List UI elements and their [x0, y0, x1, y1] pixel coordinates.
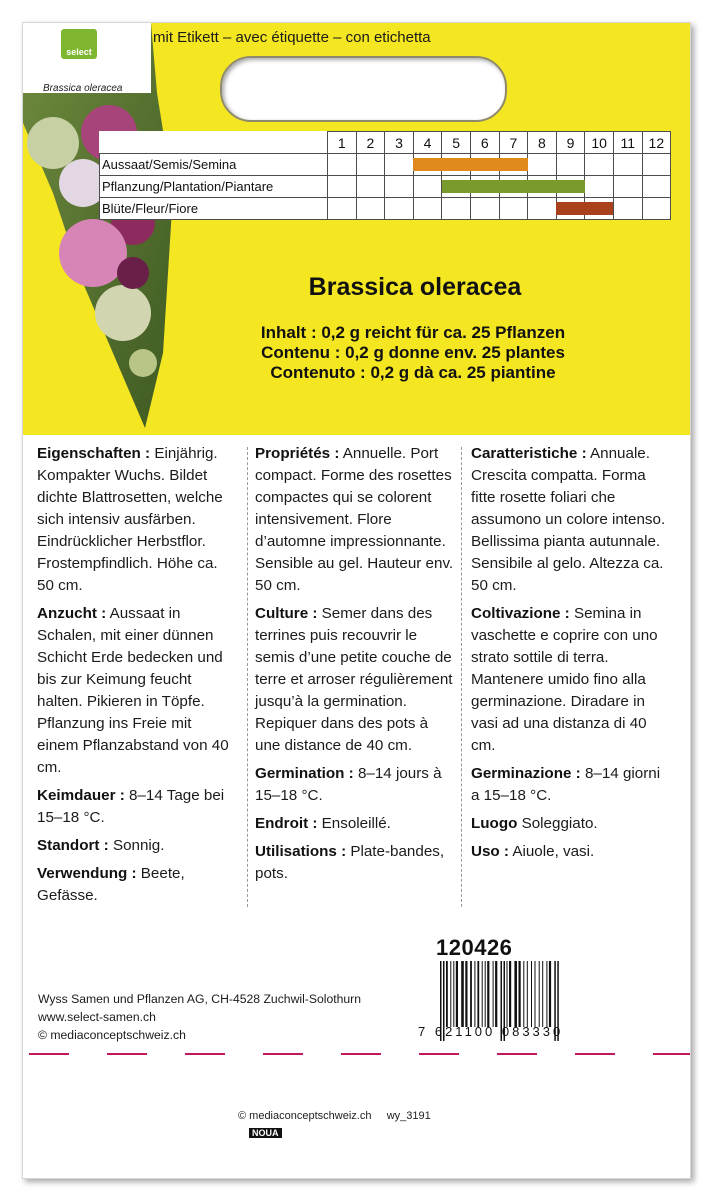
calendar-bar — [556, 202, 613, 215]
de-germination: Keimdauer : 8–14 Tage bei 15–18 °C. — [37, 787, 225, 826]
column-french — [255, 443, 455, 891]
de-use: Verwendung : Beete, Gefässe. — [37, 865, 185, 904]
address-copyright: © mediaconceptschweiz.ch — [38, 1028, 186, 1042]
barcode-bar — [465, 961, 467, 1027]
calendar-bar — [442, 180, 585, 193]
barcode-bar — [514, 961, 517, 1027]
cut-line — [23, 1053, 690, 1057]
article-number: 120426 — [436, 935, 513, 960]
logo-text: select — [66, 47, 92, 57]
barcode-bar — [456, 961, 458, 1027]
month-9: 9 — [556, 132, 585, 154]
contents-de: Inhalt : 0,2 g reicht für ca. 25 Pflanzen — [260, 323, 566, 342]
barcode-bar — [549, 961, 551, 1027]
cut-dash — [653, 1053, 691, 1055]
de-properties: Eigenschaften : Einjährig. Kompakter Wuchs. Bildet dichte Blattrosetten, welche sich intensiv ausfärben. Eindrücklicher Herbstflor. Frostempfindlich. Höhe ca. 50 cm. — [37, 445, 223, 594]
column-divider — [247, 447, 248, 907]
footer — [238, 1110, 431, 1122]
month-12: 12 — [642, 132, 671, 154]
month-5: 5 — [442, 132, 471, 154]
fr-cultivation: Culture : Semer dans des terrines puis recouvrir le semis d’une petite couche de terre et arroser régulièrement jusqu’à la germination. Repiquer dans des pots à une distance de 40 cm. — [255, 605, 453, 754]
it-location: Luogo Soleggiato. — [471, 815, 598, 832]
address-website: www.select-samen.ch — [38, 1010, 156, 1024]
it-use: Uso : Aiuole, vasi. — [471, 843, 595, 860]
barcode-bar — [507, 961, 508, 1027]
footer-copyright: © mediaconceptschweiz.ch — [238, 1110, 372, 1122]
barcode-bar — [535, 961, 536, 1027]
cut-dash — [185, 1053, 225, 1055]
contents-block — [233, 323, 593, 383]
barcode-bar — [523, 961, 524, 1027]
barcode-bar — [493, 961, 494, 1027]
label-note: mit Etikett – avec étiquette – con etichetta — [153, 29, 431, 46]
column-divider — [461, 447, 462, 907]
row-label: Pflanzung/Plantation/Piantare — [100, 176, 328, 198]
column-german — [37, 443, 237, 913]
barcode-bar — [546, 961, 547, 1027]
barcode-bar — [446, 961, 448, 1027]
cut-dash — [29, 1053, 69, 1055]
logo-variety-label: Brassica oleracea — [43, 83, 123, 94]
barcode-bar — [519, 961, 521, 1027]
barcode-bar — [474, 961, 475, 1027]
calendar-bar — [413, 158, 527, 171]
month-10: 10 — [585, 132, 614, 154]
contents-fr: Contenu : 0,2 g donne env. 25 plantes — [261, 343, 565, 362]
barcode-bar — [461, 961, 464, 1027]
barcode-bar — [487, 961, 489, 1027]
month-6: 6 — [470, 132, 499, 154]
month-7: 7 — [499, 132, 528, 154]
hanging-hole — [220, 56, 507, 122]
cut-dash — [263, 1053, 303, 1055]
seed-packet-back — [22, 22, 691, 1179]
fr-use: Utilisations : Plate-bandes, pots. — [255, 843, 445, 882]
row-label: Aussaat/Semis/Semina — [100, 154, 328, 176]
address-company: Wyss Samen und Pflanzen AG, CH-4528 Zuchwil-Solothurn — [38, 992, 362, 1006]
barcode-number: 7 621100 083330 — [418, 1024, 564, 1039]
month-3: 3 — [385, 132, 414, 154]
month-4: 4 — [413, 132, 442, 154]
footer-code: wy_3191 — [386, 1110, 431, 1122]
select-logo — [61, 29, 97, 59]
barcode-bar — [527, 961, 528, 1027]
cut-dash — [107, 1053, 147, 1055]
barcode-bar — [539, 961, 540, 1027]
calendar-row-planting — [100, 176, 671, 198]
calendar-row-sowing — [100, 154, 671, 176]
barcode-bar — [477, 961, 479, 1027]
it-germination: Germinazione : 8–14 giorni a 15–18 °C. — [471, 765, 661, 804]
fr-properties: Propriétés : Annuelle. Port compact. Forme des rosettes compactes qui se colorent intensivement. Flore d’automne impressionnante. Sensible au gel. Hauteur env. 50 cm. — [255, 445, 454, 594]
de-location: Standort : Sonnig. — [37, 837, 165, 854]
it-properties: Caratteristiche : Annuale. Crescita compatta. Forma fitte rosette foliari che assumono un colore intenso. Bellissima pianta autunnale. Sensibile al gelo. Altezza ca. 50 cm. — [471, 445, 666, 594]
yellow-header — [23, 23, 690, 435]
row-label: Blüte/Fleur/Fiore — [100, 198, 328, 220]
de-cultivation: Anzucht : Aussaat in Schalen, mit einer dünnen Schicht Erde bedecken und bis zur Keimung feucht halten. Pikieren in Töpfe. Pflanzung ins Freie mit einem Pflanzabstand von 40 cm. — [37, 605, 229, 776]
month-1: 1 — [328, 132, 357, 154]
barcode-bar — [450, 961, 451, 1027]
cut-dash — [575, 1053, 615, 1055]
fr-location: Endroit : Ensoleillé. — [255, 815, 391, 832]
barcode-bar — [453, 961, 454, 1027]
column-italian — [471, 443, 671, 869]
address-block — [38, 990, 361, 1044]
month-2: 2 — [356, 132, 385, 154]
month-11: 11 — [613, 132, 642, 154]
cut-dash — [341, 1053, 381, 1055]
barcode-bar — [482, 961, 483, 1027]
cut-dash — [419, 1053, 459, 1055]
printer-logo: NOUA — [249, 1128, 282, 1138]
contents-it: Contenuto : 0,2 g dà ca. 25 piantine — [270, 363, 556, 382]
product-title: Brassica oleracea — [308, 273, 522, 301]
barcode-bar — [531, 961, 532, 1027]
barcode-bar — [509, 961, 511, 1027]
fr-germination: Germination : 8–14 jours à 15–18 °C. — [255, 765, 442, 804]
barcode-bar — [542, 961, 543, 1027]
barcode-bar — [495, 961, 497, 1027]
calendar-month-row — [100, 132, 671, 154]
barcode-bar — [470, 961, 472, 1027]
barcode-bar — [485, 961, 486, 1027]
cut-dash — [497, 1053, 537, 1055]
month-8: 8 — [528, 132, 557, 154]
it-cultivation: Coltivazione : Semina in vaschette e coprire con uno strato sottile di terra. Mantenere umido fino alla germinazione. Diradare in vasi ad una distanza di 40 cm. — [471, 605, 658, 754]
